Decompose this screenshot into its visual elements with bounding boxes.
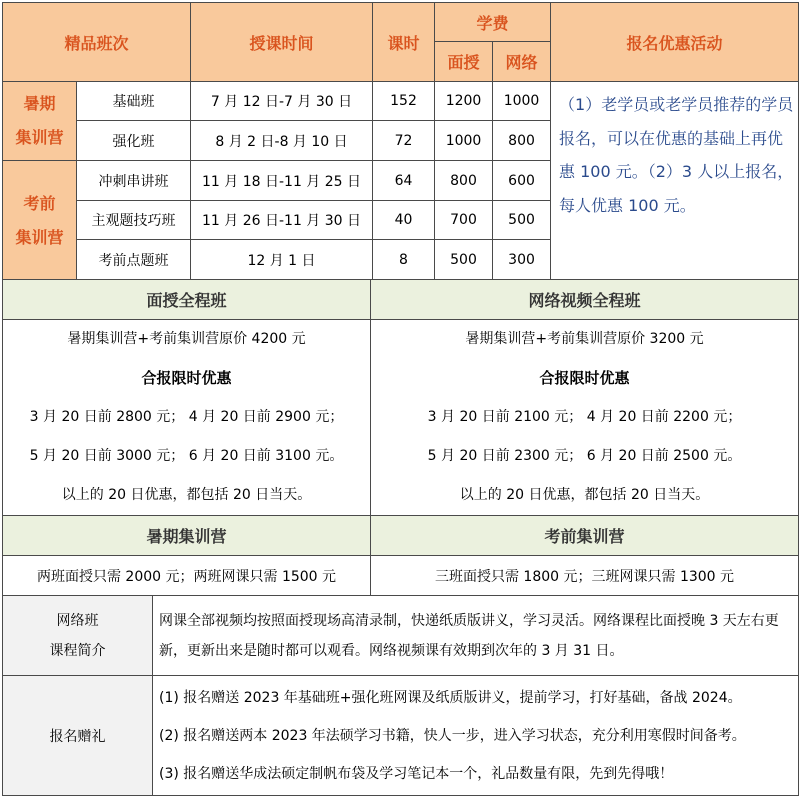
class-name: 强化班 — [77, 121, 191, 161]
class-hours: 40 — [373, 201, 435, 240]
class-time: 11 月 26 日-11 月 30 日 — [191, 201, 373, 240]
price-line: 3 月 20 日前 2800 元； 4 月 20 日前 2900 元； — [29, 409, 344, 425]
header-promo: 报名优惠活动 — [551, 3, 799, 82]
class-online-fee: 1000 — [493, 82, 551, 121]
gifts-label: 报名赠礼 — [3, 676, 153, 796]
online-full-details — [371, 320, 799, 516]
header-time: 授课时间 — [191, 3, 373, 82]
class-online-fee: 800 — [493, 121, 551, 161]
class-hours: 8 — [373, 240, 435, 281]
class-online-fee: 500 — [493, 201, 551, 240]
info-table — [2, 595, 799, 796]
list-item: (1) 报名赠送 2023 年基础班+强化班网课及纸质版讲义，提前学习，打好基础，备战 2024。 — [159, 689, 742, 706]
class-name: 考前点题班 — [77, 240, 191, 281]
class-hours: 64 — [373, 161, 435, 201]
class-online-fee: 600 — [493, 161, 551, 201]
class-time: 8 月 2 日-8 月 10 日 — [191, 121, 373, 161]
inperson-full-title: 面授全程班 — [3, 280, 371, 320]
header-fee-inperson: 面授 — [435, 42, 493, 82]
price-line: 3 月 20 日前 2100 元； 4 月 20 日前 2200 元； — [427, 409, 742, 425]
header-fee: 学费 — [435, 3, 551, 42]
table-row — [3, 82, 799, 121]
online-intro-label: 网络班 课程简介 — [3, 596, 153, 676]
price-line: 5 月 20 日前 3000 元； 6 月 20 日前 3100 元。 — [29, 448, 344, 464]
class-online-fee: 300 — [493, 240, 551, 281]
header-hours: 课时 — [373, 3, 435, 82]
class-name: 冲刺串讲班 — [77, 161, 191, 201]
class-inperson-fee: 500 — [435, 240, 493, 281]
original-price: 暑期集训营+考前集训营原价 3200 元 — [465, 331, 704, 347]
exam-camp-text: 三班面授只需 1800 元；三班网课只需 1300 元 — [371, 556, 799, 596]
class-name: 主观题技巧班 — [77, 201, 191, 240]
class-inperson-fee: 800 — [435, 161, 493, 201]
online-full-title: 网络视频全程班 — [371, 280, 799, 320]
exam-camp-title: 考前集训营 — [371, 516, 799, 556]
summer-camp-text: 两班面授只需 2000 元；两班网课只需 1500 元 — [3, 556, 371, 596]
class-time: 7 月 12 日-7 月 30 日 — [191, 82, 373, 121]
price-line: 5 月 20 日前 2300 元； 6 月 20 日前 2500 元。 — [427, 448, 742, 464]
group-exam: 考前 集训营 — [3, 161, 77, 281]
class-name: 基础班 — [77, 82, 191, 121]
header-class: 精品班次 — [3, 3, 191, 82]
combo-title: 合报限时优惠 — [141, 369, 232, 387]
gifts-list — [153, 676, 799, 796]
list-item: (2) 报名赠送两本 2023 年法硕学习书籍，快人一步，进入学习状态，充分利用寒假时间备考。 — [159, 727, 746, 744]
class-inperson-fee: 1000 — [435, 121, 493, 161]
class-hours: 152 — [373, 82, 435, 121]
summer-camp-title: 暑期集训营 — [3, 516, 371, 556]
class-inperson-fee: 700 — [435, 201, 493, 240]
promo-text: （1）老学员或老学员推荐的学员报名，可以在优惠的基础上再优惠 100 元。（2）3 人以上报名，每人优惠 100 元。 — [551, 82, 799, 281]
group-summer: 暑期 集训营 — [3, 82, 77, 161]
class-time: 12 月 1 日 — [191, 240, 373, 281]
note: 以上的 20 日优惠，都包括 20 日当天。 — [459, 487, 710, 503]
header-fee-online: 网络 — [493, 42, 551, 82]
online-intro-text: 网课全部视频均按照面授现场高清录制，快递纸质版讲义，学习灵活。网络课程比面授晚 3 天左右更新，更新出来是随时都可以观看。网络视频课有效期到次年的 3 月 31 日。 — [153, 596, 799, 676]
combo-title: 合报限时优惠 — [539, 369, 630, 387]
list-item: (3) 报名赠送华成法硕定制帆布袋及学习笔记本一个，礼品数量有限，先到先得哦！ — [159, 765, 674, 782]
class-hours: 72 — [373, 121, 435, 161]
class-time: 11 月 18 日-11 月 25 日 — [191, 161, 373, 201]
original-price: 暑期集训营+考前集训营原价 4200 元 — [67, 331, 306, 347]
full-course-table — [2, 279, 799, 596]
note: 以上的 20 日优惠，都包括 20 日当天。 — [61, 487, 312, 503]
schedule-table — [2, 2, 799, 281]
class-inperson-fee: 1200 — [435, 82, 493, 121]
inperson-full-details — [3, 320, 371, 516]
